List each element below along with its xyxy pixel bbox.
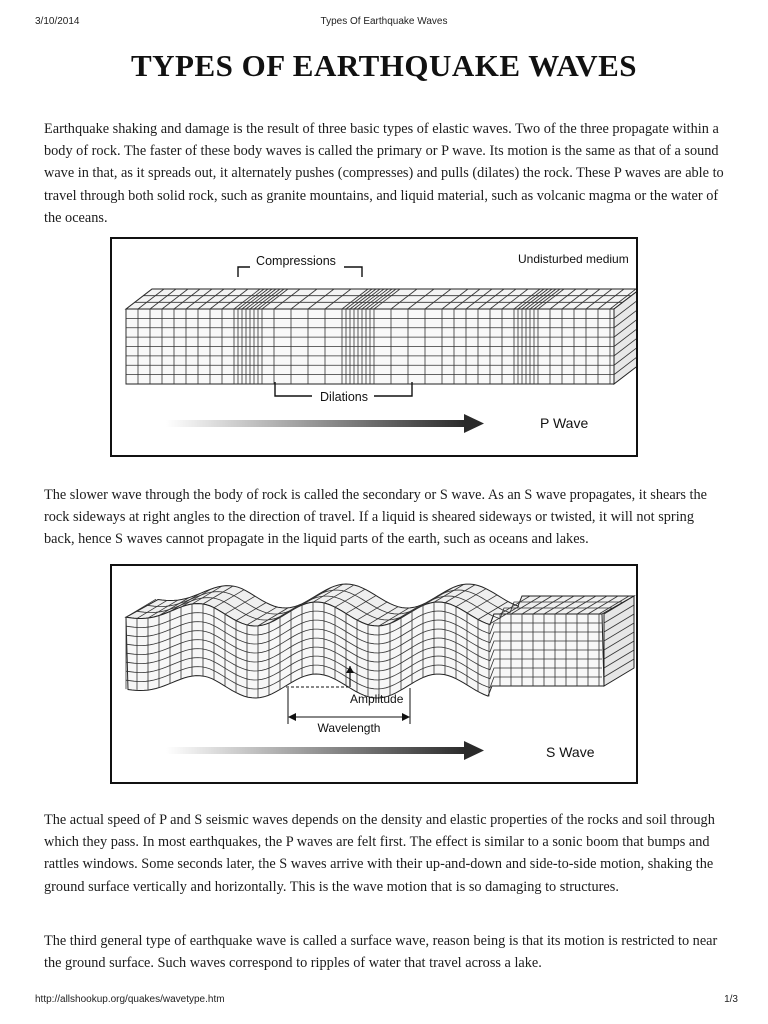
s-direction-arrow-head — [464, 741, 484, 760]
page-title: TYPES OF EARTHQUAKE WAVES — [130, 48, 638, 83]
s-wave-figure — [110, 564, 638, 784]
wavelength-label: Wavelength — [317, 721, 381, 735]
wavelength-arrow-right — [402, 713, 410, 721]
dilations-label: Dilations — [320, 390, 368, 404]
p-direction-arrow-head — [464, 414, 484, 433]
s-direction-arrow-shaft — [166, 747, 466, 754]
amplitude-label: Amplitude — [350, 692, 404, 706]
p-wave-label: P Wave — [540, 415, 589, 431]
wavelength-arrow-left — [288, 713, 296, 721]
footer-page-number: 1/3 — [724, 994, 738, 1005]
s-block — [126, 584, 634, 698]
footer-url: http://allshookup.org/quakes/wavetype.htm — [35, 994, 225, 1005]
paragraph-p-wave: Earthquake shaking and damage is the result of three basic types of elastic waves. Two of the three propagate within a body of rock. The faster of these body waves is called the primary or P wave. Its motion is the same as that of a sound wave in that, as it spreads out, it alternately pushes (compresses) and pulls (dilates) the rock. These P waves are able to travel through both solid rock, such as granite mountains, and liquid material, such as volcanic magma or the water of the oceans. — [44, 121, 724, 226]
print-date: 3/10/2014 — [35, 16, 80, 27]
s-wave-label: S Wave — [546, 744, 595, 760]
compressions-bracket — [238, 267, 362, 277]
paragraph-surface-wave: The third general type of earthquake wave is called a surface wave, reason being is that its motion is restricted to near the ground surface. Such waves correspond to ripples of water that travel across a lake. — [44, 933, 718, 972]
compressions-label: Compressions — [256, 254, 336, 268]
undisturbed-medium-label: Undisturbed medium — [518, 252, 629, 266]
paragraph-s-wave: The slower wave through the body of rock is called the secondary or S wave. As an S wave propagates, it shears the rock sideways at right angles to the direction of travel. If a liquid is sheared sideways or twisted, it will not spring back, hence S waves cannot propagate in the liquid parts of the earth, such as oceans and lakes. — [44, 487, 708, 548]
p-direction-arrow-shaft — [166, 420, 466, 427]
print-title: Types Of Earthquake Waves — [320, 16, 448, 27]
s-wave-diagram — [112, 566, 636, 782]
p-wave-figure — [110, 237, 638, 457]
paragraph-wave-speed: The actual speed of P and S seismic waves depends on the density and elastic properties of the rocks and soil through which they pass. In most earthquakes, the P waves are felt first. The effect is similar to a sonic boom that bumps and rattles windows. Some seconds later, the S waves arrive with their up-and-down and side-to-side motion, shaking the ground surface vertically and horizontally. This is the wave motion that is so damaging to structures. — [44, 812, 715, 895]
p-wave-diagram — [112, 239, 636, 455]
